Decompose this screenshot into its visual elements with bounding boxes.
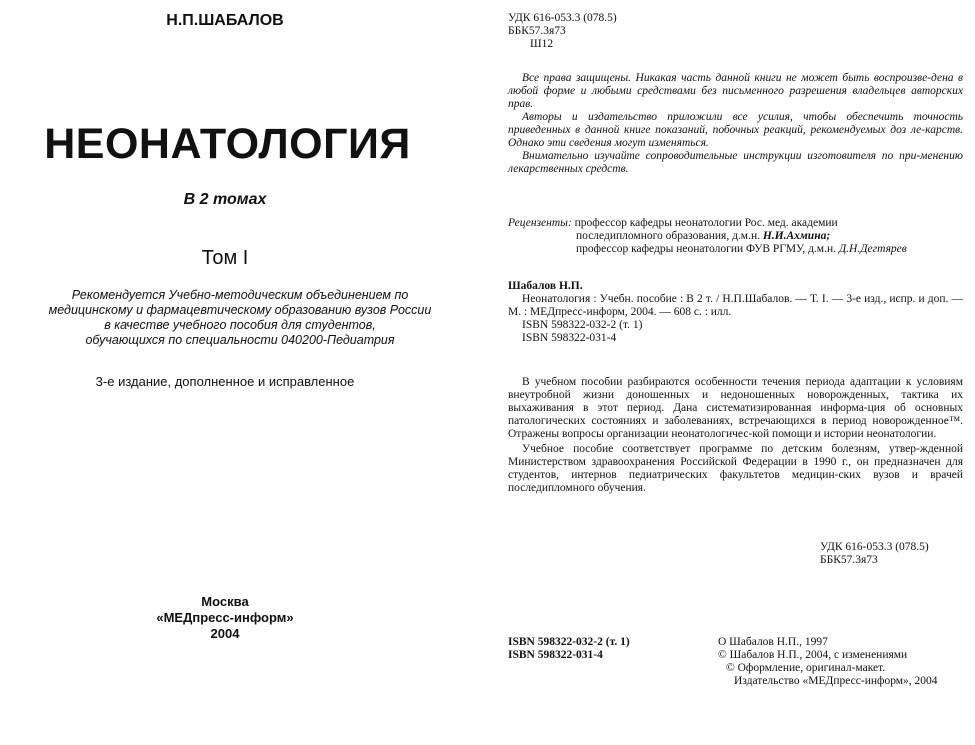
annotation — [508, 376, 963, 497]
reviewer2-line: профессор кафедры неонатологии ФУВ РГМУ, д.м.н. — [576, 243, 836, 255]
udk-code: УДК 616-053.3 (078.5) — [508, 12, 617, 24]
classification-codes-repeat — [820, 541, 929, 567]
recommendation-text — [0, 288, 480, 348]
copyright-line: © Шабалов Н.П., 2004, с изменениями — [718, 649, 908, 661]
reviewers-label: Рецензенты: — [508, 217, 572, 229]
bib-author: Шабалов Н.П. — [508, 280, 583, 292]
reviewer2-name: Д.Н.Дегтярев — [838, 243, 907, 255]
annotation-paragraph: Учебное пособие соответствует программе по детским болезням, утвер-жденной Министерством здравоохранения Российской Федерации в 1990 г., он предназначен для студентов, интернов педиатрических факультетов медицин-ских вузов и врачей последипломного обучения. — [508, 443, 963, 494]
title-page — [0, 0, 480, 745]
edition-note: 3-е издание, дополненное и исправленное — [95, 374, 355, 389]
udk-code: УДК 616-053.3 (078.5) — [820, 541, 929, 553]
copyright-line: Издательство «МЕДпресс-информ», 2004 — [734, 675, 938, 687]
imprint-year: 2004 — [210, 626, 240, 641]
reviewer1-name: Н.И.Ахмина; — [762, 230, 831, 242]
rights-paragraph: Авторы и издательство приложили все усилия, чтобы обеспечить точность приведенных в данной книге показаний, побочных реакций, рекомендуемых доз ле-карств. Однако эти сведения могут изменяться. — [508, 111, 963, 149]
recommendation-line: обучающихся по специальности 040200-Педиатрия — [85, 333, 395, 347]
classification-codes — [508, 12, 617, 51]
bib-description: Неонатология : Учебн. пособие : В 2 т. / Н.П.Шабалов. — Т. I. — 3-е изд., испр. и доп. — М. : МЕДпресс-информ, 2004. — 608 с. : илл. — [508, 293, 963, 318]
bib-isbn: ISBN 598322-031-4 — [522, 332, 617, 344]
rights-paragraph: Внимательно изучайте сопроводительные инструкции изготовителя по при-менению лекарственных средств. — [508, 150, 963, 175]
isbn-line: ISBN 598322-032-2 (т. 1) — [508, 636, 630, 648]
recommendation-line: медицинскому и фармацевтическому образованию вузов России — [48, 303, 432, 317]
author-code: Ш12 — [530, 38, 554, 50]
imprint-city: Москва — [201, 594, 249, 609]
book-title: НЕОНАТОЛОГИЯ — [44, 120, 411, 168]
recommendation-line: Рекомендуется Учебно-методическим объединением по — [71, 288, 409, 302]
copyright-line: О Шабалов Н.П., 1997 — [718, 636, 828, 648]
annotation-paragraph: В учебном пособии разбираются особенности течения периода адаптации к условиям внеутробной жизни доношенных и недоношенных новорожденных, тактика их выхаживания в этот период. Дана систематизированная информа-ция об основных патологических состояниях и заболеваниях, встречающихся в период новорожденное™. Отражены вопросы организации неонатологичес-кой помощи и истории неонатологии. — [508, 376, 963, 440]
copyright-line: © Оформление, оригинал-макет. — [726, 662, 886, 674]
isbn-block — [508, 636, 630, 662]
reviewer1-line2: последипломного образования, д.м.н. — [576, 230, 760, 242]
isbn-line: ISBN 598322-031-4 — [508, 649, 603, 661]
reviewers-block — [508, 217, 963, 256]
rights-paragraph: Все права защищены. Никакая часть данной книги не может быть воспроизве-дена в любой форме и любыми средствами без письменного разрешения владельцев авторских прав. — [508, 72, 963, 110]
rights-notice — [508, 72, 963, 176]
bbk-code: ББК57.3я73 — [508, 25, 566, 37]
reviewer1-line1: профессор кафедры неонатологии Рос. мед. академии — [574, 217, 838, 229]
volume-number: Том I — [201, 247, 249, 269]
author-name: Н.П.ШАБАЛОВ — [166, 12, 284, 29]
bbk-code: ББК57.3я73 — [820, 554, 878, 566]
copyright-page — [490, 0, 975, 745]
copyright-block — [718, 636, 938, 688]
volumes-note: В 2 томах — [183, 191, 267, 208]
bib-isbn: ISBN 598322-032-2 (т. 1) — [522, 319, 643, 331]
bibliographic-record — [508, 280, 963, 345]
recommendation-line: в качестве учебного пособия для студентов, — [104, 318, 376, 332]
imprint — [0, 594, 450, 642]
imprint-publisher: «МЕДпресс-информ» — [156, 610, 294, 625]
